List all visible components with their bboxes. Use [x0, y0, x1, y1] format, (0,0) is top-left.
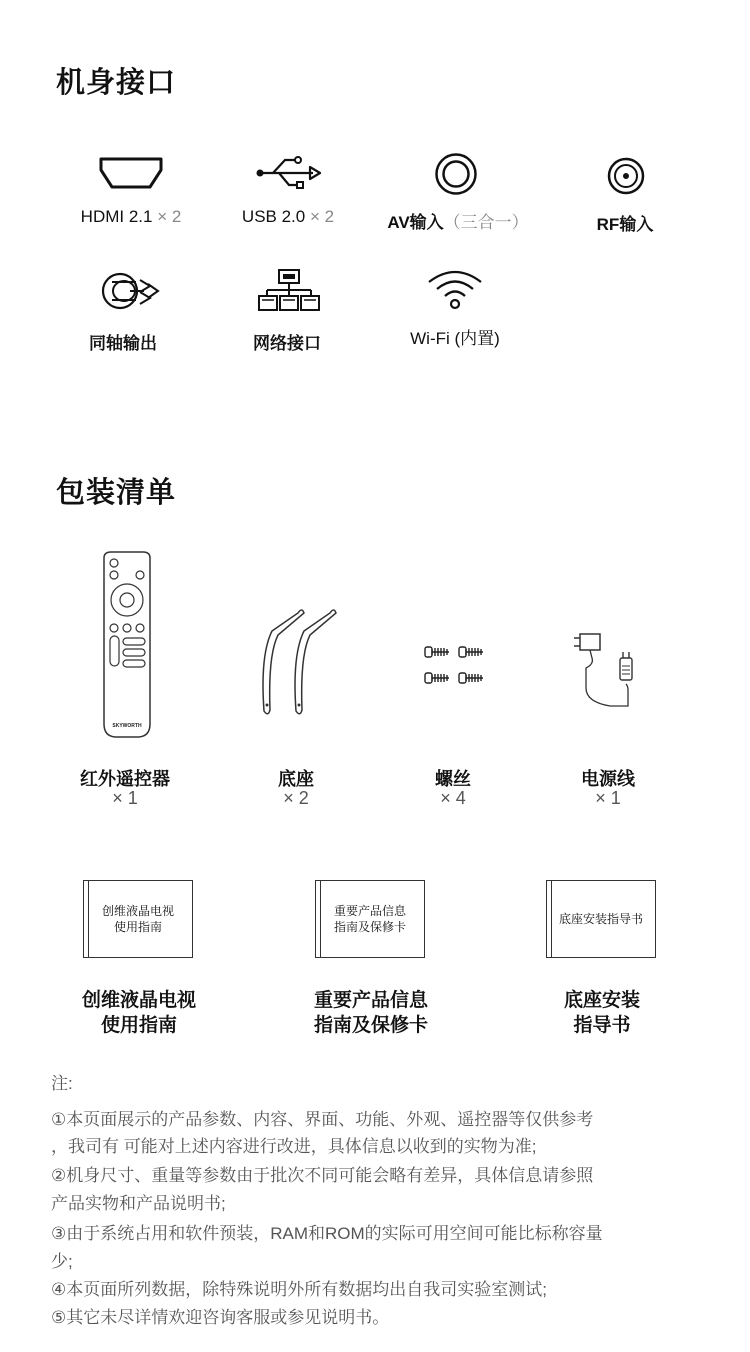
- coaxial-output-icon: [100, 270, 162, 312]
- manual-book-icon: 创维液晶电视 使用指南: [83, 880, 193, 958]
- package-item-power-name: 电源线: [581, 769, 635, 789]
- remote-brand: SKYWORTH: [112, 723, 142, 729]
- port-wifi: Wi-Fi (内置): [410, 329, 500, 348]
- warranty-book-icon: 重要产品信息 指南及保修卡: [315, 880, 425, 958]
- package-item-screw-qty: × 4: [440, 788, 466, 808]
- base-stand-icon: [258, 605, 338, 720]
- network-icon: [257, 268, 321, 314]
- package-item-base-qty: × 2: [283, 788, 309, 808]
- wifi-icon: [425, 268, 485, 312]
- remote-control-icon: [101, 550, 153, 740]
- note-line: ①本页面展示的产品参数、内容、界面、功能、外观、遥控器等仅供参考: [51, 1110, 594, 1129]
- warranty-book-label: 重要产品信息 指南及保修卡: [313, 990, 428, 1036]
- hdmi-icon: [98, 156, 164, 190]
- note-line: ，我司有 可能对上述内容进行改进，具体信息以收到的实物为准;: [51, 1137, 537, 1156]
- stand-guide-book-icon: 底座安装指导书: [546, 880, 656, 958]
- note-line: ④本页面所列数据，除特殊说明外所有数据均出自我司实验室测试;: [51, 1280, 547, 1299]
- package-item-screw-name: 螺丝: [435, 769, 471, 789]
- note-line: 产品实物和产品说明书;: [51, 1194, 226, 1213]
- usb-icon: [255, 155, 323, 191]
- package-title: 包装清单: [56, 477, 177, 509]
- package-item-remote-name: 红外遥控器: [80, 769, 170, 789]
- port-network: 网络接口: [253, 334, 321, 353]
- rf-icon: [606, 156, 646, 196]
- note-line: ②机身尺寸、重量等参数由于批次不同可能会略有差异，具体信息请参照: [51, 1166, 594, 1185]
- port-av: AV输入（三合一）: [387, 213, 529, 232]
- stand-guide-book-label: 底座安装 指导书: [563, 990, 640, 1036]
- package-item-remote-qty: × 1: [112, 788, 138, 808]
- screw-icon: [423, 643, 489, 689]
- note-line: 少;: [51, 1252, 73, 1271]
- port-usb: USB 2.0 × 2: [241, 207, 335, 226]
- manual-book-label: 创维液晶电视 使用指南: [81, 990, 196, 1036]
- note-line: ⑤其它未尽详情欢迎咨询客服或参见说明书。: [51, 1308, 390, 1327]
- port-rf: RF输入: [596, 215, 654, 234]
- port-hdmi: HDMI 2.1 × 2: [80, 207, 182, 226]
- note-line: ③由于系统占用和软件预装，RAM和ROM的实际可用空间可能比标称容量: [51, 1224, 603, 1243]
- ports-title: 机身接口: [56, 67, 177, 99]
- port-coaxial: 同轴输出: [89, 334, 157, 353]
- av-icon: [434, 152, 478, 196]
- power-cord-icon: [570, 630, 640, 710]
- notes-heading: 注:: [51, 1074, 73, 1093]
- package-item-power-qty: × 1: [595, 788, 621, 808]
- package-item-base-name: 底座: [278, 769, 314, 789]
